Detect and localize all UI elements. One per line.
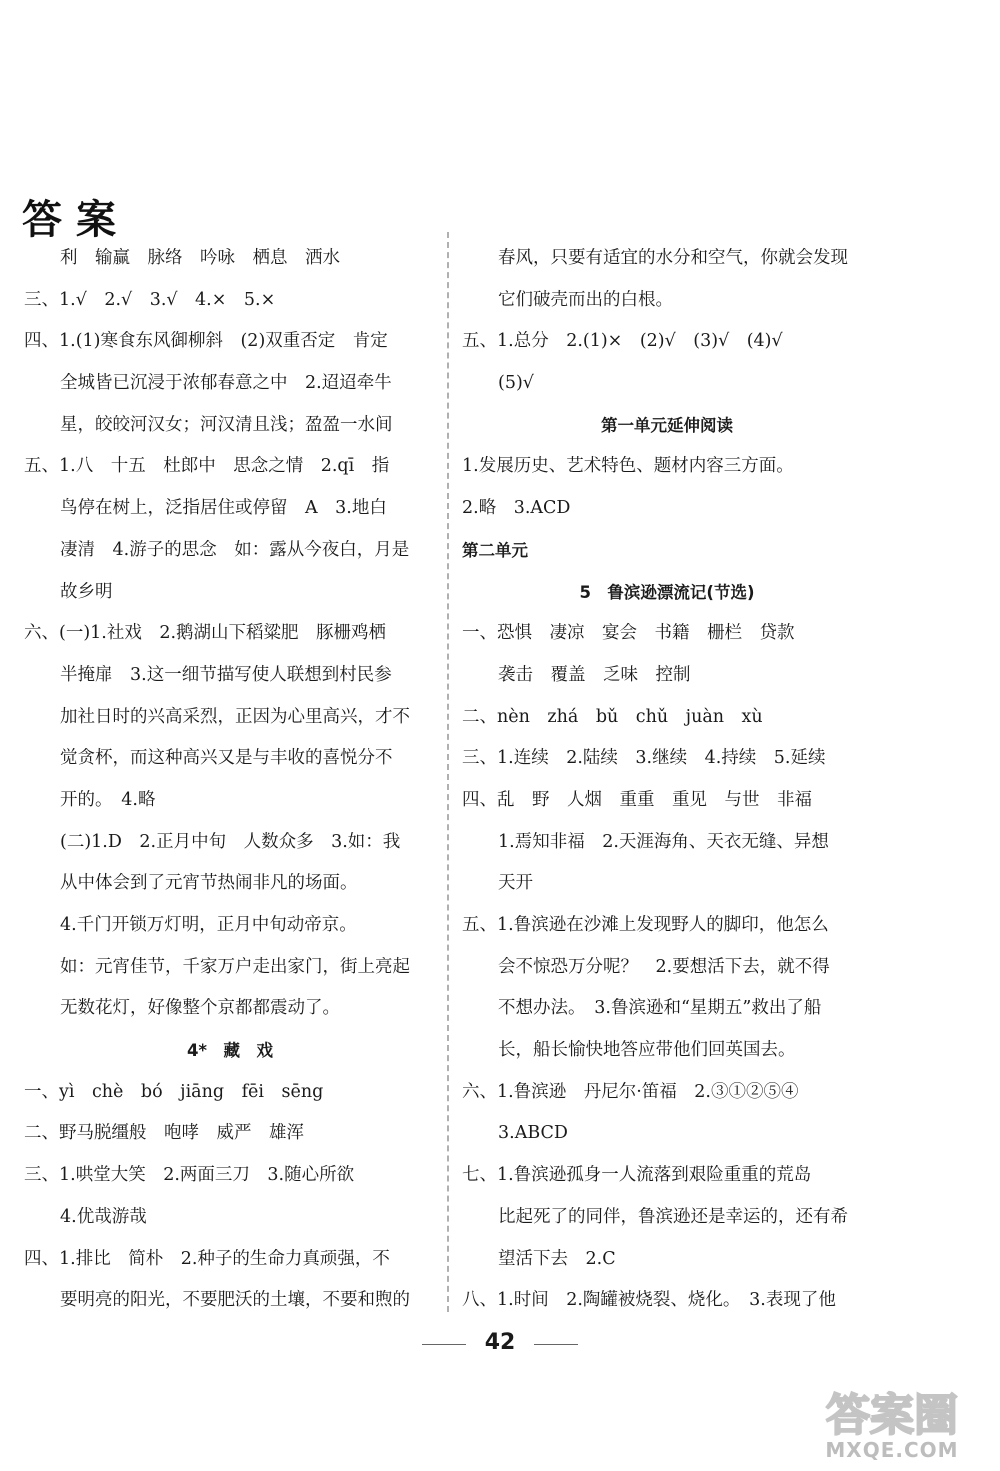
- right-column-line: 不想办法。 3.鲁滨逊和“星期五”救出了船: [498, 998, 822, 1019]
- left-column-line: 一、yì chè bó jiāng fēi sēng: [24, 1081, 324, 1102]
- right-column-line: 四、乱 野 人烟 重重 重见 与世 非福: [462, 789, 812, 810]
- left-column-line: 全城皆已沉浸于浓郁春意之中 2.迢迢牵牛: [60, 373, 392, 394]
- right-column-line: (5)√: [498, 373, 534, 394]
- right-column-line: 第一单元延伸阅读: [601, 415, 733, 435]
- footer-rule-left: [422, 1344, 466, 1345]
- right-column-line: 第二单元: [462, 540, 528, 560]
- right-column-line: 八、1.时间 2.陶罐被烧裂、烧化。 3.表现了他: [462, 1290, 836, 1311]
- right-column-line: 七、1.鲁滨逊孤身一人流落到艰险重重的荒岛: [462, 1165, 812, 1186]
- right-column-line: 5 鲁滨逊漂流记(节选): [579, 582, 755, 602]
- page-footer: [0, 1330, 1000, 1355]
- right-column-line: 春风，只要有适宜的水分和空气，你就会发现: [498, 248, 848, 268]
- right-column-line: 袭击 覆盖 乏味 控制: [498, 664, 691, 685]
- left-column-line: 从中体会到了元宵节热闹非凡的场面。: [60, 873, 358, 894]
- right-column: [462, 238, 872, 1322]
- watermark-logo-text: 答案圈: [826, 1390, 958, 1440]
- column-divider: [447, 232, 449, 1312]
- right-column-line: 比起死了的同伴，鲁滨逊还是幸运的，还有希: [498, 1206, 848, 1227]
- right-column-line: 会不惊恐万分呢？ 2.要想活下去，就不得: [498, 956, 830, 977]
- left-column-line: 四、1.排比 简朴 2.种子的生命力真顽强，不: [24, 1248, 390, 1269]
- watermark-logo-icon: [792, 1384, 992, 1440]
- left-column-line: 五、1.八 十五 杜郎中 思念之情 2.qī 指: [24, 456, 390, 477]
- left-column: [24, 238, 436, 1322]
- left-column-line: 凄清 4.游子的思念 如：露从今夜白，月是: [60, 539, 410, 560]
- left-column-line: 鸟停在树上，泛指居住或停留 A 3.地白: [60, 498, 387, 519]
- left-column-line: 4.优哉游哉: [60, 1206, 147, 1227]
- right-column-line: 长，船长愉快地答应带他们回英国去。: [498, 1040, 796, 1061]
- left-column-line: 觉贪杯，而这种高兴又是与丰收的喜悦分不: [60, 748, 393, 769]
- watermark: [792, 1384, 992, 1466]
- left-column-line: 二、野马脱缰般 咆哮 威严 雄浑: [24, 1123, 304, 1144]
- left-column-line: 半掩扉 3.这一细节描写使人联想到村民参: [60, 664, 392, 685]
- right-column-line: 2.略 3.ACD: [462, 498, 571, 519]
- right-column-line: 五、1.总分 2.(1)× (2)√ (3)√ (4)√: [462, 331, 783, 352]
- left-column-line: 4.千门开锁万灯明，正月中旬动帝京。: [60, 915, 357, 935]
- right-column-line: 1.焉知非福 2.天涯海角、天衣无缝、异想: [498, 831, 829, 852]
- watermark-url: MXQE.COM: [825, 1438, 959, 1462]
- left-column-line: 4* 藏 戏: [186, 1041, 274, 1061]
- right-column-line: 一、恐惧 凄凉 宴会 书籍 栅栏 贷款: [462, 623, 795, 644]
- left-column-line: 利 输赢 脉络 吟咏 栖息 洒水: [60, 248, 340, 268]
- right-column-line: 三、1.连续 2.陆续 3.继续 4.持续 5.延续: [462, 748, 826, 769]
- left-column-line: 故乡明: [60, 581, 113, 602]
- right-column-line: 它们破壳而出的白根。: [498, 289, 673, 310]
- left-column-line: 四、1.(1)寒食东风御柳斜 (2)双重否定 肯定: [24, 331, 388, 352]
- left-column-line: (二)1.D 2.正月中旬 人数众多 3.如：我: [60, 831, 401, 852]
- page-title: 答案: [22, 197, 130, 243]
- right-column-line: 五、1.鲁滨逊在沙滩上发现野人的脚印，他怎么: [462, 915, 829, 935]
- right-column-line: 望活下去 2.C: [498, 1248, 616, 1269]
- left-column-line: 加社日时的兴高采烈，正因为心里高兴，才不: [60, 706, 410, 727]
- left-column-line: 无数花灯，好像整个京都都震动了。: [60, 998, 340, 1019]
- right-column-line: 二、nèn zhá bǔ chǔ juàn xù: [462, 706, 763, 727]
- left-column-line: 六、(一)1.社戏 2.鹅湖山下稻粱肥 豚栅鸡栖: [24, 623, 387, 644]
- right-column-line: 1.发展历史、艺术特色、题材内容三方面。: [462, 456, 794, 477]
- right-column-line: 六、1.鲁滨逊 丹尼尔·笛福 2.③①②⑤④: [462, 1081, 799, 1102]
- left-column-line: 三、1.哄堂大笑 2.两面三刀 3.随心所欲: [24, 1165, 355, 1186]
- left-column-line: 开的。 4.略: [60, 789, 156, 810]
- right-column-line: 天开: [498, 873, 533, 894]
- left-column-line: 三、1.√ 2.√ 3.√ 4.× 5.×: [24, 289, 276, 310]
- page-number: 42: [484, 1330, 516, 1355]
- left-column-line: 星，皎皎河汉女；河汉清且浅；盈盈一水间: [60, 414, 393, 435]
- left-column-line: 要明亮的阳光，不要肥沃的土壤，不要和煦的: [60, 1290, 410, 1311]
- left-column-line: 如：元宵佳节，千家万户走出家门，街上亮起: [60, 956, 410, 977]
- right-column-line: 3.ABCD: [498, 1123, 568, 1144]
- footer-rule-right: [534, 1344, 578, 1345]
